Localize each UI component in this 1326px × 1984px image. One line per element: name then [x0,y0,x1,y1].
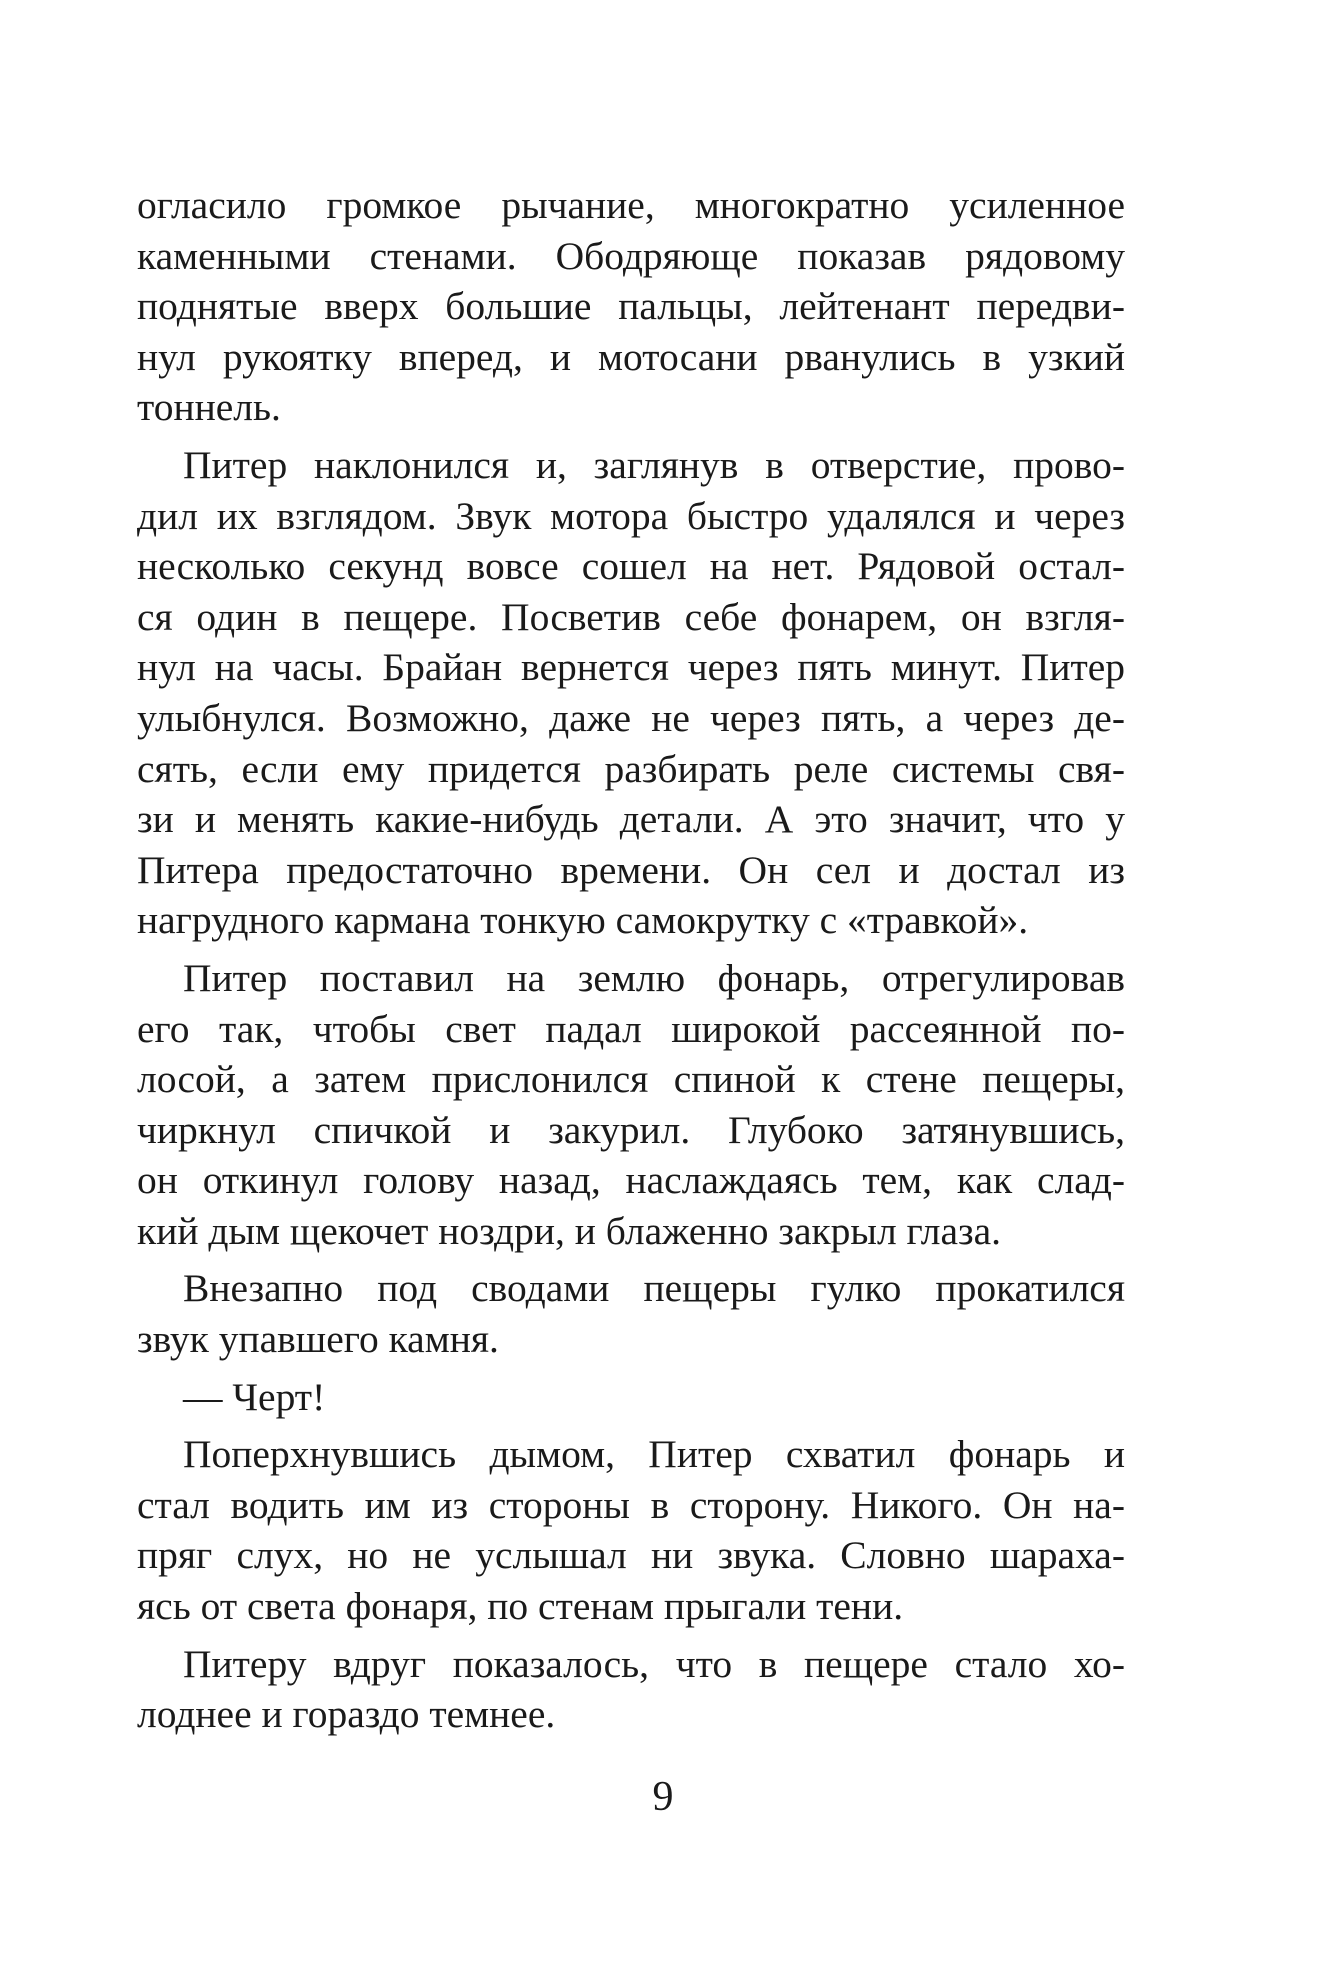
text-line: нул рукоятку вперед, и мотосани рванулись в узкий [137,334,1125,379]
text-line: звук упавшего камня. [137,1317,499,1362]
paragraph [137,1263,1125,1364]
page-body-text [137,180,1125,1740]
text-line: Внезапно под сводами пещеры гулко прокатился [183,1266,1125,1311]
text-line: зи и менять какие-нибудь детали. А это значит, что у [137,797,1125,842]
text-line: лосой, а затем прислонился спиной к стене пещеры, [137,1057,1125,1102]
text-line: кий дым щекочет ноздри, и блаженно закрыл глаза. [137,1208,1001,1253]
paragraph [137,180,1125,433]
text-line: чиркнул спичкой и закурил. Глубоко затянувшись, [137,1107,1125,1152]
text-line: улыбнулся. Возможно, даже не через пять, а через де- [137,695,1125,740]
text-line: нул на часы. Брайан вернется через пять минут. Питер [137,645,1125,690]
text-line: лоднее и гораздо темнее. [137,1692,556,1737]
text-line: Питер наклонился и, заглянув в отверстие, прово- [183,442,1125,487]
text-line: стал водить им из стороны в сторону. Никого. Он на- [137,1482,1125,1527]
text-line: — Черт! [183,1374,326,1419]
text-line: нагрудного кармана тонкую самокрутку с «травкой». [137,898,1029,943]
paragraph [137,953,1125,1257]
text-line: он откинул голову назад, наслаждаясь тем, как слад- [137,1158,1125,1203]
text-line: каменными стенами. Ободряюще показав рядовому [137,233,1125,278]
text-line: Питер поставил на землю фонарь, отрегулировав [183,955,1125,1000]
text-line: поднятые вверх большие пальцы, лейтенант передви- [137,284,1125,329]
text-line: ся один в пещере. Посветив себе фонарем, он взгля- [137,594,1125,639]
paragraph [137,1429,1125,1631]
text-line: пряг слух, но не услышал ни звука. Словно шараха- [137,1533,1125,1578]
text-line: его так, чтобы свет падал широкой рассеянной по- [137,1006,1125,1051]
paragraph [137,1639,1125,1740]
text-line: Поперхнувшись дымом, Питер схватил фонарь и [183,1432,1125,1477]
text-line: сять, если ему придется разбирать реле системы свя- [137,746,1125,791]
text-line: ясь от света фонаря, по стенам прыгали тени. [137,1584,904,1629]
text-line: огласило громкое рычание, многократно усиленное [137,183,1125,227]
text-line: тоннель. [137,385,281,430]
paragraph [137,440,1125,946]
text-line: дил их взглядом. Звук мотора быстро удалялся и через [137,493,1125,538]
paragraph [137,1372,1125,1423]
text-line: несколько секунд вовсе сошел на нет. Рядовой остал- [137,544,1125,589]
text-line: Питера предостаточно времени. Он сел и достал из [137,847,1125,892]
text-line: Питеру вдруг показалось, что в пещере стало хо- [183,1641,1125,1686]
page-number: 9 [652,1774,674,1820]
